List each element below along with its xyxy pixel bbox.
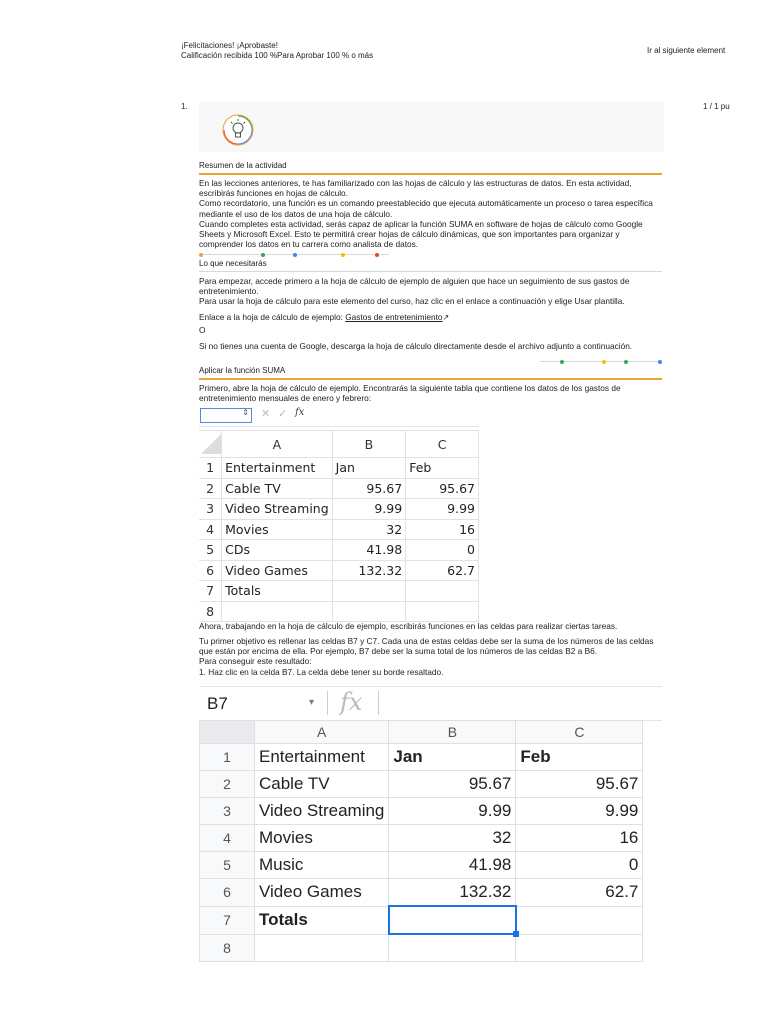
table-row xyxy=(200,744,643,771)
download-text: Si no tienes una cuenta de Google, descarga la hoja de cálculo directamente desde el archivo adjunto a continuación. xyxy=(199,341,633,351)
cell[interactable]: 95.67 xyxy=(516,771,643,798)
stepper-icon: ⇕ xyxy=(242,408,249,417)
apply-intro: Primero, abre la hoja de cálculo de ejemplo. Encontrarás la siguiente tabla que contiene los datos de los gastos de entretenimiento mensuales de enero y febrero: xyxy=(199,383,621,404)
column-header: C xyxy=(406,431,479,458)
cell xyxy=(332,601,406,622)
summary-heading: Resumen de la actividad xyxy=(199,161,287,170)
divider-dot xyxy=(293,253,297,257)
table-row xyxy=(199,478,479,499)
cell: Movies xyxy=(222,519,333,540)
cell: 16 xyxy=(406,519,479,540)
needs-text: Para empezar, accede primero a la hoja de cálculo de ejemplo de alguien que hace un seguimiento de sus gastos de entretenimiento. Para usar la hoja de cálculo para este elemento del curso, haz clic en el enlace a continuación y elige Usar plantilla. xyxy=(199,276,630,307)
row-header: 3 xyxy=(199,499,222,520)
row-header: 2 xyxy=(200,771,255,798)
needs-heading: Lo que necesitarás xyxy=(199,259,267,268)
cell[interactable]: 9.99 xyxy=(389,798,516,825)
cell[interactable]: Totals xyxy=(255,906,389,934)
divider-dot xyxy=(261,253,265,257)
cell: 95.67 xyxy=(332,478,406,499)
cell[interactable]: Cable TV xyxy=(255,771,389,798)
name-box[interactable] xyxy=(200,408,252,423)
divider-dot xyxy=(560,360,564,364)
spreadsheet-example-small xyxy=(199,404,479,619)
formula-bar xyxy=(199,686,662,721)
table-row xyxy=(200,934,643,962)
cell-reference[interactable]: B7 xyxy=(207,694,228,713)
table-row xyxy=(199,458,479,479)
cell: Video Streaming xyxy=(222,499,333,520)
table-row xyxy=(199,519,479,540)
completion-header xyxy=(181,41,373,61)
divider-dot xyxy=(199,253,203,257)
cell: Feb xyxy=(406,458,479,479)
selected-cell-b7[interactable] xyxy=(389,906,516,934)
section-divider xyxy=(199,173,662,175)
fx-icon: fx xyxy=(340,688,363,716)
template-link[interactable]: Gastos de entretenimiento xyxy=(345,312,443,322)
divider-dot xyxy=(624,360,628,364)
lightbulb-icon xyxy=(222,114,254,146)
table-row xyxy=(199,540,479,561)
dotted-divider xyxy=(540,361,662,362)
column-header: A xyxy=(222,431,333,458)
external-link-icon: ↗ xyxy=(442,313,450,322)
cell[interactable]: Jan xyxy=(389,744,516,771)
row-header: 6 xyxy=(200,879,255,907)
cell: Jan xyxy=(332,458,406,479)
row-header: 4 xyxy=(199,519,222,540)
cell: 62.7 xyxy=(406,560,479,581)
formula-bar xyxy=(199,404,479,427)
cell[interactable]: 41.98 xyxy=(389,852,516,879)
sheet-grid xyxy=(199,430,479,622)
column-header: A xyxy=(255,721,389,744)
cell[interactable]: Movies xyxy=(255,825,389,852)
divider-dot xyxy=(602,360,606,364)
divider-dot xyxy=(375,253,379,257)
cell[interactable]: 0 xyxy=(516,852,643,879)
cell[interactable] xyxy=(516,934,643,962)
cell: Entertainment xyxy=(222,458,333,479)
link-prefix: Enlace a la hoja de cálculo de ejemplo: xyxy=(199,312,346,322)
dropdown-icon[interactable]: ▾ xyxy=(309,697,315,708)
column-header: B xyxy=(332,431,406,458)
table-row xyxy=(200,798,643,825)
row-header: 5 xyxy=(200,852,255,879)
cell: 32 xyxy=(332,519,406,540)
cell xyxy=(406,601,479,622)
instructions-text: Ahora, trabajando en la hoja de cálculo de ejemplo, escribirás funciones en las celdas para realizar ciertas tareas. xyxy=(199,621,618,631)
table-row xyxy=(199,581,479,602)
cell[interactable]: Feb xyxy=(516,744,643,771)
question-score: 1 / 1 pu xyxy=(703,102,730,111)
row-header: 6 xyxy=(199,560,222,581)
cell[interactable] xyxy=(255,934,389,962)
template-link-line xyxy=(199,312,449,323)
cell[interactable]: 32 xyxy=(389,825,516,852)
cell[interactable]: 132.32 xyxy=(389,879,516,907)
congrats-title: ¡Felicitaciones! ¡Aprobaste! xyxy=(181,41,278,50)
row-header: 3 xyxy=(200,798,255,825)
cell[interactable]: 95.67 xyxy=(389,771,516,798)
row-header: 4 xyxy=(200,825,255,852)
next-item-link[interactable]: Ir al siguiente element xyxy=(647,46,726,55)
cell[interactable] xyxy=(389,934,516,962)
spreadsheet-example-large xyxy=(199,686,662,966)
column-header: B xyxy=(389,721,516,744)
cancel-icon: ✕ xyxy=(261,408,271,420)
table-row xyxy=(200,825,643,852)
apply-heading: Aplicar la función SUMA xyxy=(199,366,286,375)
row-header: 5 xyxy=(199,540,222,561)
cell[interactable]: Entertainment xyxy=(255,744,389,771)
column-header: C xyxy=(516,721,643,744)
table-row xyxy=(199,601,479,622)
row-header: 7 xyxy=(200,906,255,934)
corner-cell xyxy=(199,431,222,458)
cell xyxy=(406,581,479,602)
fill-handle[interactable] xyxy=(513,931,519,937)
cell: 95.67 xyxy=(406,478,479,499)
cell xyxy=(332,581,406,602)
dotted-divider xyxy=(199,254,389,255)
table-row xyxy=(200,879,643,907)
table-row xyxy=(200,771,643,798)
cell: 132.32 xyxy=(332,560,406,581)
cell: Cable TV xyxy=(222,478,333,499)
separator xyxy=(378,691,379,715)
divider-dot xyxy=(341,253,345,257)
divider-dot xyxy=(658,360,662,364)
cell[interactable]: 62.7 xyxy=(516,879,643,907)
row-header: 8 xyxy=(199,601,222,622)
cell[interactable] xyxy=(516,906,643,934)
table-row xyxy=(200,852,643,879)
fx-icon: fx xyxy=(295,407,305,418)
instructions-steps: Tu primer objetivo es rellenar las celdas B7 y C7. Cada una de estas celdas debe ser la suma de los números de las celdas que están por encima de ella. Por ejemplo, B7 debe ser la suma total de los números de las celdas B2 a B6. Para conseguir este resultado: 1. Haz clic en la celda B7. La celda debe tener su borde resaltado. xyxy=(199,636,654,677)
activity-banner xyxy=(199,102,664,152)
cell: CDs xyxy=(222,540,333,561)
cell: 41.98 xyxy=(332,540,406,561)
cell: Totals xyxy=(222,581,333,602)
row-header: 7 xyxy=(199,581,222,602)
grade-text: Calificación recibida 100 %Para Aprobar 100 % o más xyxy=(181,51,374,60)
cell xyxy=(222,601,333,622)
question-number: 1. xyxy=(181,102,188,111)
cell[interactable]: Video Games xyxy=(255,879,389,907)
row-header: 2 xyxy=(199,478,222,499)
cell[interactable]: Music xyxy=(255,852,389,879)
corner-cell xyxy=(200,721,255,744)
section-divider xyxy=(199,378,662,380)
cell[interactable]: 9.99 xyxy=(516,798,643,825)
table-row xyxy=(199,499,479,520)
cell: Video Games xyxy=(222,560,333,581)
separator xyxy=(327,691,328,715)
cell: 9.99 xyxy=(406,499,479,520)
row-header: 8 xyxy=(200,934,255,962)
sheet-grid xyxy=(199,720,643,962)
or-text: O xyxy=(199,325,206,335)
table-row xyxy=(200,906,643,934)
cell[interactable]: 16 xyxy=(516,825,643,852)
summary-text: En las lecciones anteriores, te has familiarizado con las hojas de cálculo y las estructuras de datos. En esta actividad, escribirás funciones en hojas de cálculo. Como recordatorio, una función es un comando preestablecido que ejecuta automáticamente un proceso o tarea específica mediante el uso de los datos de una hoja de cálculo. Cuando completes esta actividad, serás capaz de aplicar la función SUMA en software de hojas de cálculo como Google Sheets y Microsoft Excel. Esto te permitirá crear hojas de cálculo dinámicas, que son importantes para organizar y comprender los datos en tu carrera como analista de datos. xyxy=(199,178,653,250)
confirm-icon: ✓ xyxy=(278,408,288,420)
cell: 9.99 xyxy=(332,499,406,520)
cell[interactable]: Video Streaming xyxy=(255,798,389,825)
table-row xyxy=(199,560,479,581)
cell: 0 xyxy=(406,540,479,561)
section-divider xyxy=(199,271,662,272)
row-header: 1 xyxy=(200,744,255,771)
row-header: 1 xyxy=(199,458,222,479)
